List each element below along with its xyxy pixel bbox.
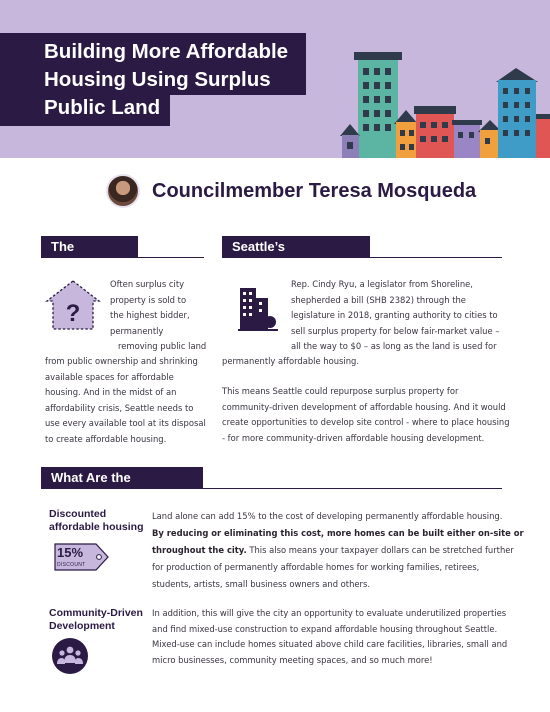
benefit-2-title (49, 607, 143, 633)
problem-line: Often surplus city (110, 279, 185, 289)
title-line-3: Public Land (44, 96, 161, 119)
benefits-heading-rule (41, 488, 502, 489)
benefit-1-title-line: affordable housing (49, 521, 144, 533)
problem-line: from public ownership and shrinking (45, 356, 198, 366)
benefit-1-title (49, 508, 144, 534)
svg-text:?: ? (65, 300, 81, 327)
problem-text (45, 354, 206, 447)
opportunity-line: sell surplus property for below fair-market value – (291, 325, 500, 336)
benefits-heading: What Are the Benefits? (41, 467, 203, 488)
benefit-1-bold-fragment: throughout the city. (152, 545, 247, 555)
community-group-icon (52, 638, 88, 674)
problem-line: use every available tool at its disposal (45, 418, 206, 428)
opportunity-para-1-indented (291, 277, 500, 355)
opportunity-line: shepherded a bill (SHB 2382) through the (291, 294, 466, 305)
benefit-1-line-bold: By reducing or eliminating this cost, more homes can be built either on-site or (152, 528, 524, 538)
title-line-2: Housing Using Surplus (44, 68, 271, 91)
title-notch (170, 95, 306, 128)
opportunity-line: Rep. Cindy Ryu, a legislator from Shoreline, (291, 279, 473, 289)
problem-heading: The Problem (41, 236, 138, 257)
benefit-2-line: Mixed-use can include homes situated above child care facilities, libraries, small and (152, 639, 508, 649)
problem-line: property is sold to (110, 294, 187, 305)
opportunity-line: This means Seattle could repurpose surplus property for (222, 386, 459, 396)
benefit-2-line: and find mixed-use construction to expand affordable housing throughout Seattle. (152, 623, 498, 634)
benefit-1-rest-fragment: This also means your taxpayer dollars can be stretched further (246, 545, 514, 555)
opportunity-line: legislature in 2018, granting authority to cities to (291, 310, 498, 320)
problem-line: the highest bidder, (110, 310, 190, 320)
hero-banner (0, 0, 550, 158)
city-skyline-illustration (330, 40, 550, 158)
opportunity-line: permanently affordable housing. (222, 356, 359, 366)
problem-line: available spaces for affordable (45, 371, 174, 382)
problem-text-indented (110, 277, 206, 355)
opportunity-line: all the way to $0 – as long as the land is used for (291, 341, 497, 351)
city-buildings-icon (236, 284, 280, 332)
opportunity-para-2 (222, 384, 510, 446)
benefit-1-line: students, artists, small business owners and others. (152, 579, 371, 589)
benefit-2-line: micro businesses, community meeting spaces, and so much more! (152, 654, 433, 665)
problem-heading-rule (41, 257, 204, 258)
title-line-1: Building More Affordable (44, 40, 289, 63)
problem-line: permanently (110, 325, 164, 336)
opportunity-heading: Seattle’s Opportunity (222, 236, 370, 257)
benefit-1-line: for production of permanently affordable homes for working families, retirees, (152, 562, 480, 572)
benefit-1-title-line: Discounted (49, 508, 107, 520)
opportunity-heading-rule (222, 257, 502, 258)
benefit-2-title-line: Development (49, 620, 115, 632)
benefit-2-title-line: Community-Driven (49, 607, 143, 619)
author-row (106, 174, 476, 208)
problem-line: affordability crisis, Seattle needs to (45, 402, 194, 413)
opportunity-line: community-driven development of affordable housing. And it would (222, 401, 506, 412)
problem-line: removing public land (118, 341, 207, 351)
benefit-1-text (152, 508, 524, 593)
discount-badge-value: 15% (57, 545, 84, 560)
councilmember-avatar (106, 174, 140, 208)
opportunity-line: - for more community-driven affordable housing development. (222, 432, 485, 443)
discount-badge-label: DISCOUNT (57, 562, 86, 568)
author-name: Councilmember Teresa Mosqueda (152, 179, 477, 202)
problem-line: to create affordable housing. (45, 433, 167, 444)
opportunity-line: create opportunities to develop site control - where to place housing (222, 417, 510, 427)
benefit-2-text (152, 606, 507, 668)
benefit-2-line: In addition, this will give the city an opportunity to evaluate underutilized properties (152, 608, 507, 618)
benefit-1-line: Land alone can add 15% to the cost of developing permanently affordable housing. (152, 511, 503, 521)
opportunity-para-1-tail (222, 354, 359, 370)
problem-line: housing. And in the midst of an (45, 387, 177, 397)
question-house-icon (45, 279, 101, 331)
benefit-1-line-mixed (152, 542, 524, 559)
